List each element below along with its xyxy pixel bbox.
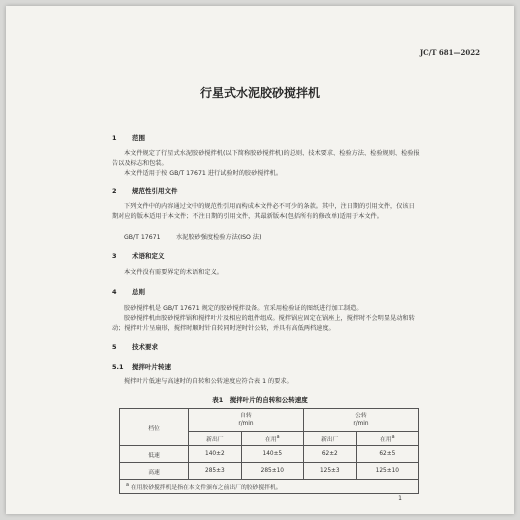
document-page <box>6 6 514 514</box>
row-label: 低速 <box>120 446 189 463</box>
document-title: 行星式水泥胶砂搅拌机 <box>199 86 320 100</box>
section-5-1-paragraph-1 <box>112 377 420 387</box>
section-2-paragraph-1 <box>112 202 420 222</box>
paragraph-text: 胶砂搅拌机是 GB/T 17671 规定的胶砂搅拌设备。宜采用检验证的图纸进行加工制造。 <box>124 305 363 312</box>
section-5-1-heading <box>112 362 171 371</box>
section-number: 2 <box>112 187 117 195</box>
section-2-heading <box>112 186 178 195</box>
section-number: 3 <box>112 252 117 260</box>
subheader-new: 新出厂 <box>189 432 242 446</box>
group-title: 自转 <box>240 413 252 419</box>
section-5-heading <box>112 342 158 351</box>
section-number: 1 <box>112 134 117 142</box>
reference-standard-title: 水泥胶砂强度检验方法(ISO 法) <box>176 234 262 241</box>
section-number: 4 <box>112 288 117 296</box>
table-header-row <box>120 409 419 432</box>
section-3-paragraph-1 <box>112 268 420 278</box>
section-4-paragraph-1 <box>112 304 420 314</box>
paragraph-text: 本文件没有需要界定的术语和定义。 <box>124 269 223 276</box>
section-number: 5 <box>112 343 117 351</box>
footnote-marker: a <box>126 483 129 489</box>
page-number: 1 <box>398 495 402 502</box>
section-1-paragraph-2 <box>112 169 420 179</box>
table-row <box>120 463 419 480</box>
revolution-group-header <box>303 409 418 432</box>
speed-table <box>119 408 419 494</box>
section-number: 5.1 <box>112 363 124 371</box>
table-row <box>120 446 419 463</box>
table-cell: 285±3 <box>189 463 242 480</box>
reference-standard-code: GB/T 17671 <box>124 234 161 241</box>
section-title: 术语和定义 <box>132 252 165 260</box>
unit-label: r/min <box>238 421 254 427</box>
section-title: 规范性引用文件 <box>132 187 178 195</box>
table-cell: 125±10 <box>356 463 418 480</box>
subheader-in-use: 在用$^a$ <box>241 432 303 446</box>
table-footnote <box>120 480 419 494</box>
section-4-paragraph-2 <box>112 314 420 334</box>
subheader-in-use: 在用$^a$ <box>356 432 418 446</box>
group-title: 公转 <box>355 413 367 419</box>
paragraph-text: 本文件适用于按 GB/T 17671 进行试验时的胶砂搅拌机。 <box>124 170 283 177</box>
section-3-heading <box>112 251 165 260</box>
document-code: JC/T 681—2022 <box>419 48 480 57</box>
paragraph-text: 下列文件中的内容通过文中的规范性引用而构成本文件必不可少的条款。其中，注日期的引用文件，仅该日期对应的版本适用于本文件；不注日期的引用文件，其最新版本(包括所有的修改单)适用于本文件。 <box>112 203 415 220</box>
table-cell: 125±3 <box>303 463 356 480</box>
row-label: 高速 <box>120 463 189 480</box>
section-1-paragraph-1 <box>112 149 420 169</box>
subheader-new: 新出厂 <box>303 432 356 446</box>
rotation-group-header <box>189 409 304 432</box>
footnote-marker: a <box>391 435 395 441</box>
table-caption: 表1 搅拌叶片的自转和公转速度 <box>212 396 308 404</box>
gear-column-header: 档位 <box>120 409 189 446</box>
table-cell: 62±5 <box>356 446 418 463</box>
section-title: 搅拌叶片转速 <box>132 363 171 371</box>
section-1-heading <box>112 133 145 142</box>
table-footnote-row <box>120 480 419 494</box>
section-title: 技术要求 <box>132 343 158 351</box>
paragraph-text: 本文件规定了行星式水泥胶砂搅拌机(以下简称胶砂搅拌机)的总则、技术要求、检验方法、检验规则、检验报告以及标志和包装。 <box>112 150 420 167</box>
section-title: 范围 <box>132 134 145 142</box>
footnote-text: 在用胶砂搅拌机是指在本文件颁布之前出厂的胶砂搅拌机。 <box>130 485 282 491</box>
table-cell: 140±2 <box>189 446 242 463</box>
section-4-heading <box>112 287 145 296</box>
footnote-marker: a <box>276 435 280 441</box>
table-cell: 140±5 <box>241 446 303 463</box>
table-cell: 285±10 <box>241 463 303 480</box>
unit-label: r/min <box>353 421 369 427</box>
paragraph-text: 胶砂搅拌机由胶砂搅拌锅和搅拌叶片及相应的组件组成。搅拌锅应固定在锅座上，搅拌时不会明显晃动和转动；搅拌叶片呈扇形，搅拌时顺时针自转同时逆时针公转，并具有高低两档速度。 <box>112 315 415 332</box>
paragraph-text: 搅拌叶片低速与高速时的自转和公转速度应符合表 1 的要求。 <box>124 378 293 385</box>
table-cell: 62±2 <box>303 446 356 463</box>
normative-reference <box>124 232 261 241</box>
section-title: 总则 <box>132 288 145 296</box>
